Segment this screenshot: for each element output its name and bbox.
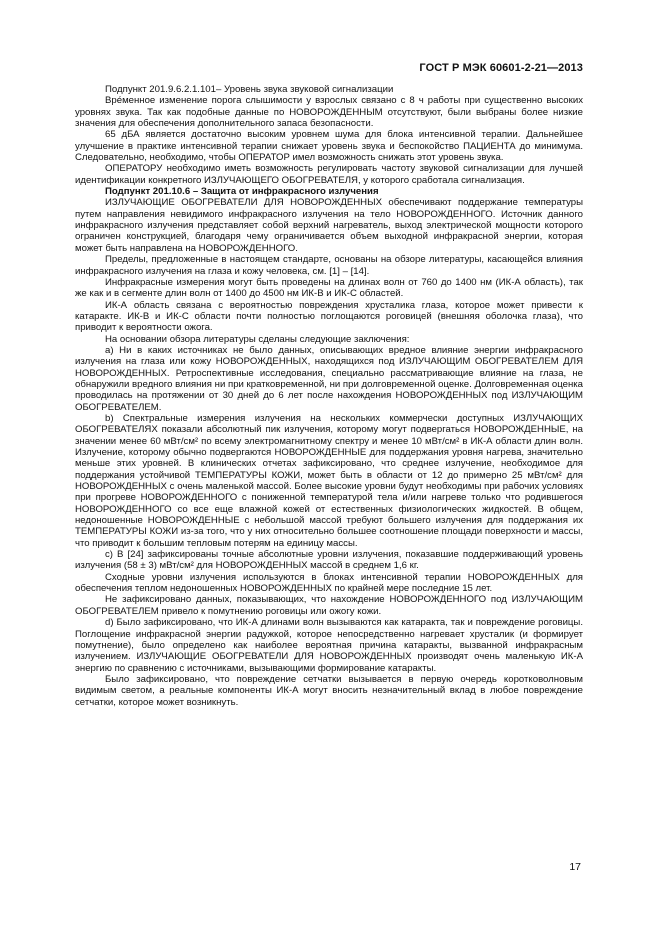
document-header: ГОСТ Р МЭК 60601-2-21—2013 — [419, 62, 583, 74]
paragraph: ОПЕРАТОРУ необходимо иметь возможность регулировать частоту звуковой сигнализации для лучшей идентификации конкретного ИЗЛУЧАЮЩЕГО ОБОГРЕВАТЕЛЯ, у которого сработала сигнализация. — [75, 163, 583, 186]
list-item-b: b) Спектральные измерения излучения на нескольких коммерчески доступных ИЗЛУЧАЮЩИХ ОБОГРЕВАТЕЛЯХ показали абсолютный пик излучения, которому могут подвергаться НОВОРОЖДЕННЫЕ, на значении менее 60 мВт/см² по всему электромагнитному спектру и менее 10 мВт/см² в ИК-А области длин волн. Излучение, которому обычно подвергаются НОВОРОЖДЕННЫЕ для поддержания уровня нагрева, значительно меньше этих уровней. В клинических отчетах зафиксировано, что среднее излучение, необходимое для поддержания устойчивой ТЕМПЕРАТУРЫ КОЖИ, может быть в области от 12 до примерно 25 мВт/см² для НОВОРОЖДЕННЫХ с очень маленькой массой. Более высокие уровни будут необходимы при рабочих условиях при прогреве НОВОРОЖДЕННОГО с пониженной температурой тела и/или нагреве только что родившегося НОВОРОЖДЕННОГО со все еще влажной кожей от естественных физиологических жидкостей. В общем, недоношенные НОВОРОЖДЕННЫЕ с небольшой массой требуют большего излучения для поддержания их ТЕМПЕРАТУРЫ КОЖИ из-за того, что у них относительно большее соотношение площади поверхности и массы, что приводит к большим тепловым потерям на единицу массы. — [75, 412, 583, 549]
paragraph: ИЗЛУЧАЮЩИЕ ОБОГРЕВАТЕЛИ ДЛЯ НОВОРОЖДЕННЫХ обеспечивают поддержание температуры путем направления невидимого инфракрасного излучения на тело НОВОРОЖДЕННОГО. Источник данного инфракрасного излучения представляет собой верхний нагреватель, выход электрической мощности которого ограничен конструкцией, благодаря чему ограничивается объем выходной инфракрасной энергии, которая может быть направлена на НОВОРОЖДЕННОГО. — [75, 197, 583, 254]
paragraph: Инфракрасные измерения могут быть проведены на длинах волн от 760 до 1400 нм (ИК-А область), так же как и в сегменте длин волн от 1400 до 4500 нм ИК-В и ИК-С областей. — [75, 276, 583, 300]
paragraph: Сходные уровни излучения используются в блоках интенсивной терапии НОВОРОЖДЕННЫХ для обеспечения теплом недоношенных НОВОРОЖДЕННЫХ по крайней мере последние 15 лет. — [75, 571, 583, 595]
paragraph-subclause-sound: Подпункт 201.9.6.2.1.101– Уровень звука звуковой сигнализации — [105, 84, 394, 95]
paragraph: ИК-А область связана с вероятностью повреждения хрусталика глаза, которое может привести к катаракте. ИК-В и ИК-С области почти полностью поглощаются роговицей (внешняя оболочка глаза), что приводит к вероятности ожога. — [75, 299, 583, 334]
paragraph: Не зафиксировано данных, показывающих, что нахождение НОВОРОЖДЕННОГО под ИЗЛУЧАЮЩИМ ОБОГРЕВАТЕЛЕМ привело к помутнению роговицы или ожогу кожи. — [75, 594, 583, 617]
page-number: 17 — [569, 861, 581, 873]
list-item-a: а) Ни в каких источниках не было данных, описывающих вредное влияние энергии инфракрасного излучения на глаза или кожу НОВОРОЖДЕННЫХ, находящихся под ИЗЛУЧАЮЩИМ ОБОГРЕВАТЕЛЕМ ДЛЯ НОВОРОЖДЕННЫХ. Ретроспективные исследования, специально рассматривающие влияние на глаза, не обнаружили вредного влияния ни при кратковременной, ни при долговременной оценке. Долговременная оценка проводилась на протяжении от 30 дней до 6 лет после нахождения НОВОРОЖДЕННЫХ под ИЗЛУЧАЮЩИМ ОБОГРЕВАТЕЛЕМ. — [75, 344, 583, 413]
document-body — [75, 84, 583, 708]
paragraph: Вре́менное изменение порога слышимости у взрослых связано с 8 ч работы при существенно высоких уровнях звука. Так как подобные данные по НОВОРОЖДЕННЫМ отсутствуют, были выбраны более низкие значения для обеспечения дополнительного запаса безопасности. — [75, 95, 583, 130]
subclause-heading: Подпункт 201.10.6 – Защита от инфракрасного излучения — [105, 186, 379, 198]
paragraph: Было зафиксировано, что повреждение сетчатки вызывается в первую очередь коротковолновым видимым светом, а реальные компоненты ИК-А могут вносить незначительный вклад в любое повреждение сетчатки, которое может возникнуть. — [75, 673, 583, 708]
list-item-c: с) В [24] зафиксированы точные абсолютные уровни излучения, показавшие поддерживающий уровень излучения (58 ± 3) мВт/см² для НОВОРОЖДЕННЫХ массой в среднем 1,6 кг. — [75, 549, 583, 572]
paragraph: На основании обзора литературы сделаны следующие заключения: — [105, 333, 410, 345]
list-item-d: d) Было зафиксировано, что ИК-А длинами волн вызываются как катаракта, так и повреждение роговицы. Поглощение инфракрасной энергии радужкой, которое непосредственно нагревает хрусталик (и формирует помутнение), было определено как наиболее вероятная причина катаракты, вызванной инфракрасным излучением. ИЗЛУЧАЮЩИЕ ОБОГРЕВАТЕЛИ ДЛЯ НОВОРОЖДЕННЫХ производят очень маленькую ИК-А энергию по сравнению с источниками, вызывающими формирование катаракты. — [75, 617, 583, 674]
paragraph: Пределы, предложенные в настоящем стандарте, основаны на обзоре литературы, касающейся влияния инфракрасного излучения на глаза и кожу человека, см. [1] – [14]. — [75, 254, 583, 277]
paragraph: 65 дБА является достаточно высоким уровнем шума для блока интенсивной терапии. Дальнейшее улучшение в практике интенсивной терапии снижает уровень звука и беспокойство ПАЦИЕНТА до минимума. Следовательно, необходимо, чтобы ОПЕРАТОР имел возможность снижать этот уровень звука. — [75, 129, 583, 164]
